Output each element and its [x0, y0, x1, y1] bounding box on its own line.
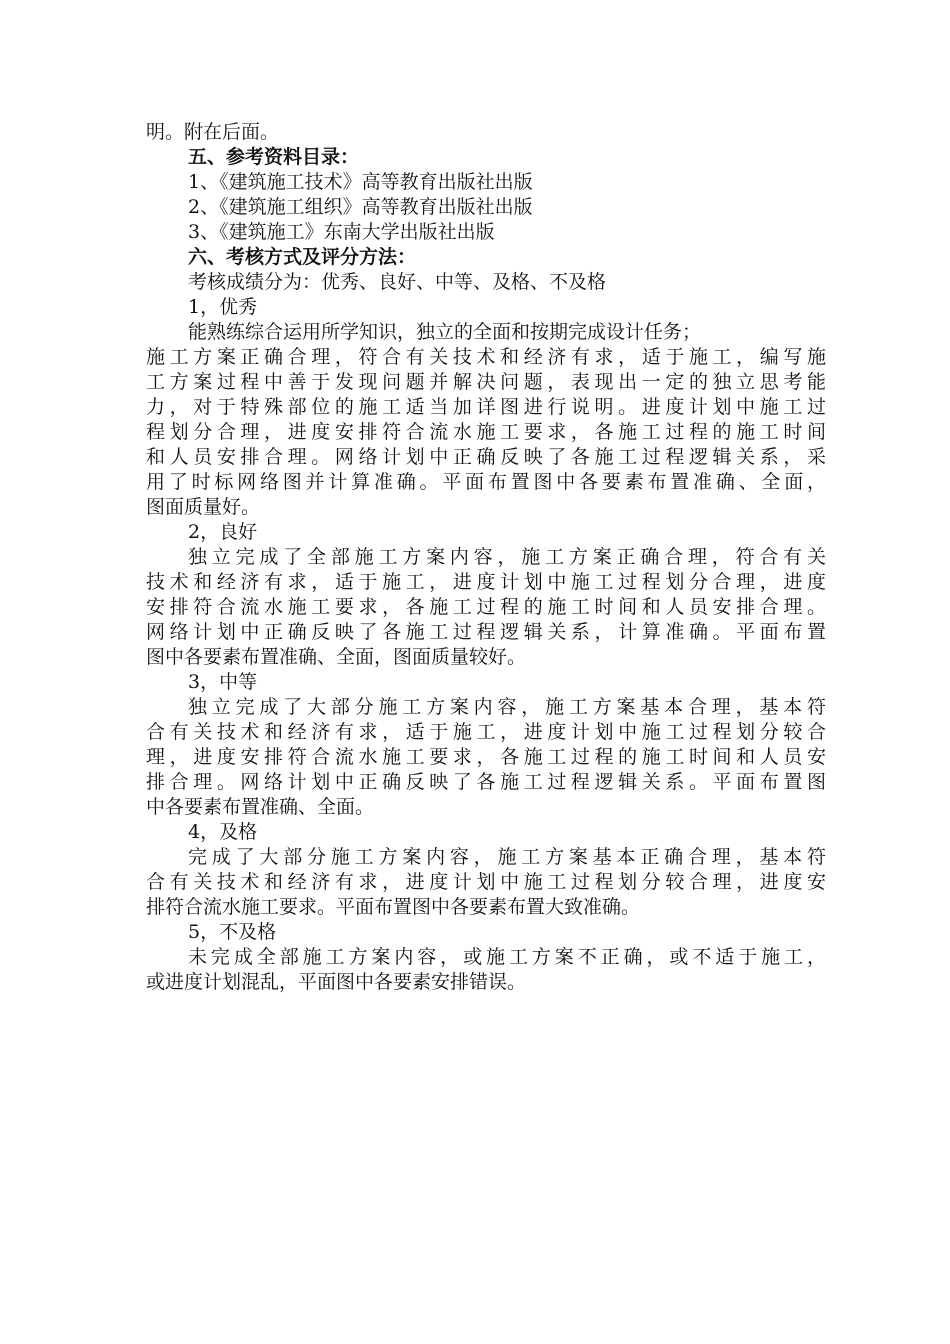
paragraph-line: 考核成绩分为：优秀、良好、中等、及格、不及格 [188, 271, 607, 293]
paragraph-line: 未完成全部施工方案内容，或施工方案不正确，或不适于施工， [188, 946, 826, 968]
paragraph-line: 图中各要素布置准确、全面，图面质量较好。 [146, 646, 527, 668]
reference-item: 3、《建筑施工》东南大学出版社出版 [188, 221, 495, 243]
paragraph-line: 合有关技术和经济有求，适于施工，进度计划中施工过程划分较合 [146, 721, 826, 743]
reference-item: 2、《建筑施工组织》高等教育出版社出版 [188, 196, 533, 218]
paragraph-line: 施工方案正确合理，符合有关技术和经济有求，适于施工，编写施 [146, 346, 826, 368]
paragraph-line: 中各要素布置准确、全面。 [146, 796, 375, 818]
paragraph-line: 网络计划中正确反映了各施工过程逻辑关系，计算准确。平面布置 [146, 621, 826, 643]
grade-label: 1，优秀 [188, 296, 258, 318]
grade-label: 5，不及格 [188, 921, 277, 943]
section-heading: 六、考核方式及评分方法： [188, 246, 417, 268]
paragraph-line: 安排符合流水施工要求，各施工过程的施工时间和人员安排合理。 [146, 596, 826, 618]
grade-label: 2，良好 [188, 521, 258, 543]
paragraph-line: 力，对于特殊部位的施工适当加详图进行说明。进度计划中施工过 [146, 396, 826, 418]
paragraph-line: 或进度计划混乱，平面图中各要素安排错误。 [146, 971, 527, 993]
paragraph-line: 和人员安排合理。网络计划中正确反映了各施工过程逻辑关系，采 [146, 446, 826, 468]
grade-label: 3，中等 [188, 671, 258, 693]
paragraph-line: 完成了大部分施工方案内容，施工方案基本正确合理，基本符 [188, 846, 826, 868]
paragraph-line: 程划分合理，进度安排符合流水施工要求，各施工过程的施工时间 [146, 421, 826, 443]
paragraph-line: 独立完成了大部分施工方案内容，施工方案基本合理，基本符 [188, 696, 826, 718]
grade-label: 4，及格 [188, 821, 258, 843]
paragraph-line: 排合理。网络计划中正确反映了各施工过程逻辑关系。平面布置图 [146, 771, 826, 793]
paragraph-line: 独立完成了全部施工方案内容，施工方案正确合理，符合有关 [188, 546, 826, 568]
paragraph-line: 能熟练综合运用所学知识，独立的全面和按期完成设计任务； [188, 321, 702, 343]
reference-item: 1、《建筑施工技术》高等教育出版社出版 [188, 171, 533, 193]
paragraph-line: 明。附在后面。 [146, 121, 280, 143]
paragraph-line: 用了时标网络图并计算准确。平面布置图中各要素布置准确、全面， [146, 471, 826, 493]
paragraph-line: 工方案过程中善于发现问题并解决问题，表现出一定的独立思考能 [146, 371, 826, 393]
document-page [146, 120, 826, 995]
paragraph-line: 理，进度安排符合流水施工要求，各施工过程的施工时间和人员安 [146, 746, 826, 768]
paragraph-line: 图面质量好。 [146, 496, 261, 518]
paragraph-line: 合有关技术和经济有求，进度计划中施工过程划分较合理，进度安 [146, 871, 826, 893]
paragraph-line: 技术和经济有求，适于施工，进度计划中施工过程划分合理，进度 [146, 571, 826, 593]
paragraph-line: 排符合流水施工要求。平面布置图中各要素布置大致准确。 [146, 896, 641, 918]
section-heading: 五、参考资料目录： [188, 146, 360, 168]
